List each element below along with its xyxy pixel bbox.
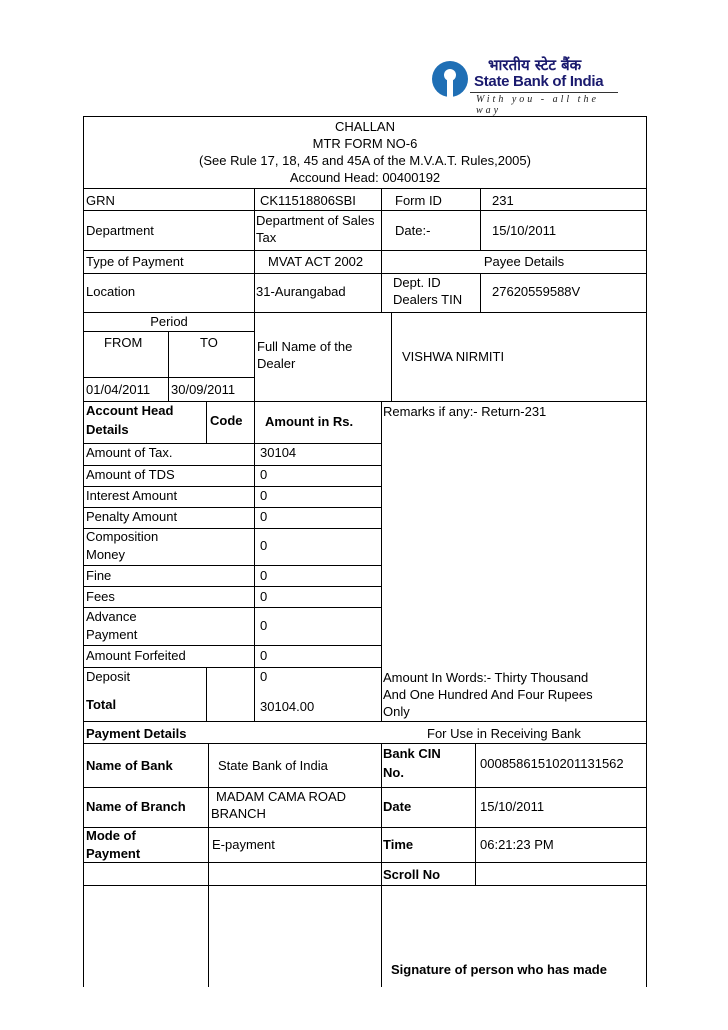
divider [84,377,254,378]
row-tds-label: Amount of TDS [86,467,175,482]
divider [84,862,646,863]
signature-label: Signature of person who has made [391,962,607,977]
location-value: 31-Aurangabad [256,284,346,299]
dept-id-label: Dept. ID [393,275,441,290]
to-label: TO [200,335,218,350]
header-line-1: CHALLAN [335,119,395,134]
payment-details-label: Payment Details [86,726,187,741]
mode-label: Mode of [86,828,136,843]
row-penalty-label: Penalty Amount [86,509,178,524]
row-deposit-label: Deposit [86,669,131,684]
divider [480,188,481,250]
payment-date-value: 15/10/2011 [480,799,545,814]
row-deposit-amount: 0 [260,669,268,684]
divider [84,273,646,274]
dealer-name-label: Full Name of the [257,339,353,354]
divider [206,667,207,721]
row-tax-label: Amount of Tax. [86,445,173,460]
remarks: Remarks if any:- Return-231 [383,404,547,419]
row-forfeited-amount: 0 [260,648,268,663]
divider [84,721,646,722]
form-id-label: Form ID [395,193,442,208]
account-head-label-2: Details [86,422,129,437]
row-fees-label: Fees [86,589,115,604]
department-label: Department [86,223,154,238]
payment-date-label: Date [383,799,412,814]
divider [84,885,646,886]
divider [84,787,646,788]
divider [84,250,646,251]
bank-name-value: State Bank of India [218,758,328,773]
divider [84,565,381,566]
header-line-4: Accound Head: 00400192 [289,170,441,185]
row-advance-amount: 0 [260,618,268,633]
bank-cin-label-2: No. [383,765,404,780]
dealers-tin-value: 27620559588V [492,284,581,299]
dealers-tin-label: Dealers TIN [393,292,463,307]
row-composition-label-2: Money [86,547,126,562]
to-date: 30/09/2011 [171,382,236,397]
divider [391,312,392,401]
row-penalty-amount: 0 [260,509,268,524]
challan-form [83,116,647,987]
divider [381,250,382,273]
total-value: 30104.00 [260,699,315,714]
amount-in-words-2: And One Hundred And Four Rupees [383,687,593,702]
divider [84,486,381,487]
scroll-no-label: Scroll No [383,867,441,882]
time-label: Time [383,837,414,852]
divider [254,188,255,273]
divider [208,743,209,885]
divider [254,312,255,401]
divider [168,331,169,401]
department-value: Department of Sales [256,213,375,228]
payee-details-label: Payee Details [483,254,565,269]
form-id-value: 231 [492,193,514,208]
payment-type-value: MVAT ACT 2002 [268,254,364,269]
divider [84,210,646,211]
divider [84,443,381,444]
payment-type-label: Type of Payment [86,254,184,269]
amount-in-words-3: Only [383,704,410,719]
row-advance-label: Advance [86,609,137,624]
row-fine-amount: 0 [260,568,268,583]
divider [84,827,646,828]
row-interest-label: Interest Amount [86,488,178,503]
mode-value: E-payment [212,837,275,852]
row-composition-amount: 0 [260,538,268,553]
divider [84,507,381,508]
divider [84,743,646,744]
from-date: 01/04/2011 [86,382,151,397]
divider [381,273,382,312]
department-value-2: Tax [256,230,277,245]
divider [84,465,381,466]
row-composition-label: Composition [86,529,159,544]
bank-cin-label: Bank CIN [383,746,441,761]
account-head-label: Account Head [86,403,174,418]
divider [206,401,207,443]
row-fees-amount: 0 [260,589,268,604]
period-label: Period [150,314,188,329]
dealer-name-label-2: Dealer [257,356,296,371]
branch-name-label: Name of Branch [86,799,186,814]
divider [381,743,382,987]
divider [84,331,254,332]
from-label: FROM [104,335,143,350]
header-line-2: MTR FORM NO-6 [312,136,418,151]
divider [208,885,209,987]
branch-name-value-2: BRANCH [211,806,266,821]
divider [254,273,255,312]
date-value: 15/10/2011 [492,223,557,238]
date-label: Date:- [395,223,431,238]
divider [84,586,381,587]
logo-tagline: With you - all the way [476,94,599,116]
divider [84,401,646,402]
header-line-3: (See Rule 17, 18, 45 and 45A of the M.V.A.T. Rules,2005) [199,153,531,168]
grn-value: CK11518806SBI [260,193,356,208]
row-tax-amount: 30104 [260,445,297,460]
divider [84,607,381,608]
row-tds-amount: 0 [260,467,268,482]
amount-in-words-1: Amount In Words:- Thirty Thousand [383,670,589,685]
divider [480,273,481,312]
grn-label: GRN [86,193,115,208]
logo-hindi-text: भारतीय स्टेट बैंक [488,56,582,74]
location-label: Location [86,284,136,299]
row-fine-label: Fine [86,568,112,583]
dealer-name-value: VISHWA NIRMITI [402,349,505,364]
divider [84,188,646,189]
receiving-bank-label: For Use in Receiving Bank [427,726,581,741]
logo-divider [470,92,618,93]
total-label: Total [86,697,117,712]
row-interest-amount: 0 [260,488,268,503]
divider [84,645,381,646]
sbi-keyhole-icon [432,61,468,97]
bank-cin-value: 00085861510201131562 [480,756,624,771]
divider [254,401,255,721]
divider [84,667,381,668]
row-forfeited-label: Amount Forfeited [86,648,186,663]
divider [475,743,476,885]
mode-label-2: Payment [86,846,141,861]
divider [381,401,382,721]
time-value: 06:21:23 PM [480,837,554,852]
bank-name-label: Name of Bank [86,758,173,773]
code-label: Code [210,413,243,428]
branch-name-value: MADAM CAMA ROAD [216,789,347,804]
row-advance-label-2: Payment [86,627,138,642]
amount-label: Amount in Rs. [265,414,354,429]
divider [84,312,646,313]
divider [381,188,382,250]
logo-name-text: State Bank of India [474,73,604,90]
sbi-logo [430,55,620,116]
